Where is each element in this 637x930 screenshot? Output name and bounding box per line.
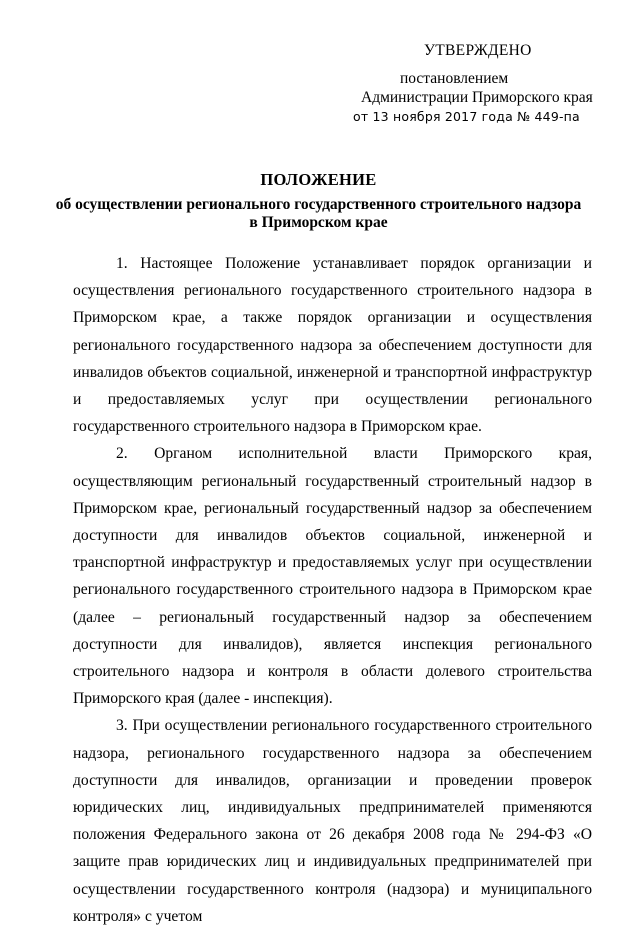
document-body [73, 250, 592, 930]
document-subtitle-line1: об осуществлении регионального государственного строительного надзора [55, 196, 582, 213]
document-subtitle-line2: в Приморском крае [249, 214, 388, 231]
approved-label: УТВЕРЖДЕНО [424, 42, 532, 59]
paragraph-3: 3. При осуществлении регионального государственного строительного надзора, регионального государственного надзора за обеспечением доступности для инвалидов, организации и проведении проверок юридических лиц, индивидуальных предпринимателей применяются положения Федерального закона от 26 декабря 2008 года № 294-ФЗ «О защите прав юридических лиц и индивидуальных предпринимателей при осуществлении государственного контроля (надзора) и муниципального контроля» с учетом [73, 717, 592, 925]
decree-date-number: от 13 ноября 2017 года № 449-па [353, 109, 580, 124]
paragraph-2: 2. Органом исполнительной власти Приморского края, осуществляющим региональный государственный строительный надзор в Приморском крае, региональный государственный надзор за обеспечением доступности для инвалидов объектов социальной, инженерной и транспортной инфраструктур и предоставляемых услуг при осуществлении регионального государственного строительного надзора в Приморском крае (далее – региональный государственный надзор за обеспечением доступности для инвалидов), является инспекция регионального строительного надзора и контроля в области долевого строительства Приморского края (далее - инспекция). [73, 445, 592, 708]
document-title: ПОЛОЖЕНИЕ [260, 170, 377, 189]
decree-label: постановлением [400, 70, 509, 87]
administration-label: Администрации Приморского края [361, 89, 593, 106]
paragraph-1: 1. Настоящее Положение устанавливает порядок организации и осуществления регионального государственного строительного надзора в Приморском крае, а также порядок организации и осуществления регионального государственного надзора за обеспечением доступности для инвалидов объектов социальной, инженерной и транспортной инфраструктур и предоставляемых услуг при осуществлении регионального государственного строительного надзора в Приморском крае. [73, 255, 592, 436]
